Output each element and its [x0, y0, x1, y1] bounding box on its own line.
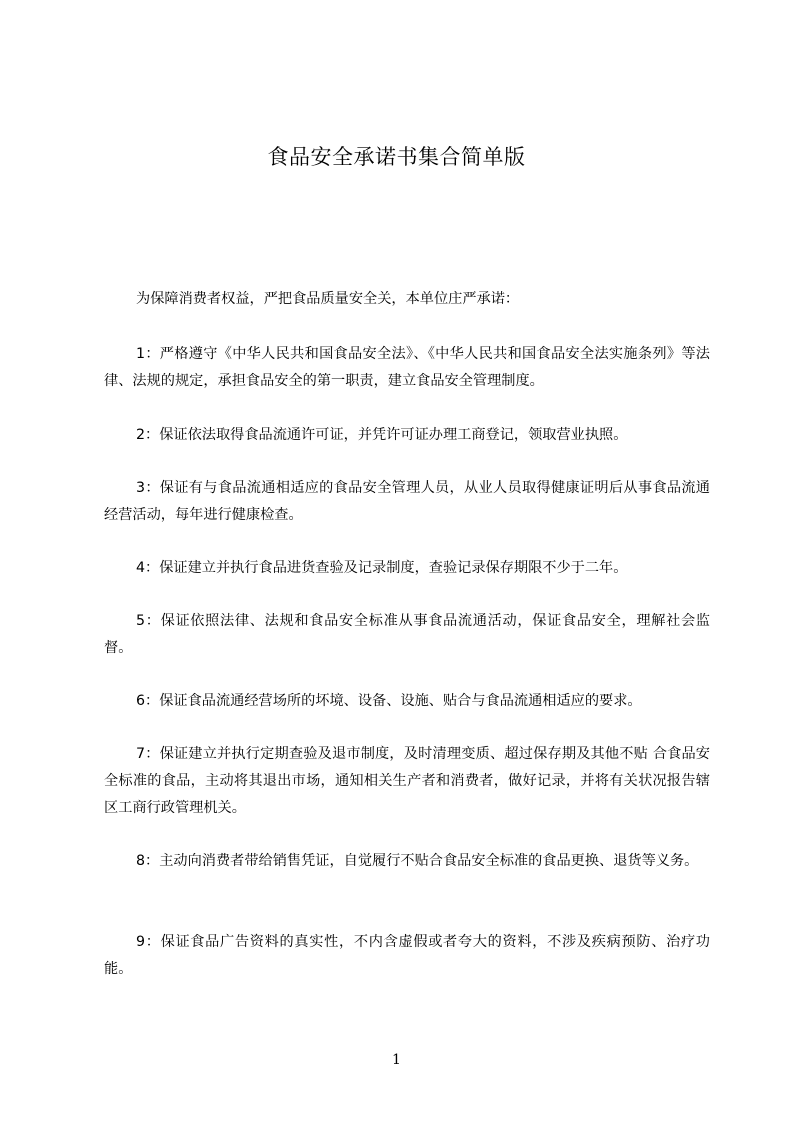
commitment-item-6: 6：保证食品流通经营场所的坏境、设备、设施、贴合与食品流通相适应的要求。 — [136, 693, 642, 709]
page-title: 食品安全承诺书集合简单版 — [267, 145, 526, 169]
commitment-item-9: 9：保证食品广告资料的真实性，不内含虚假或者夸大的资料，不涉及疾病预防、治疗功能。 — [104, 934, 710, 977]
commitment-item-7: 7：保证建立并执行定期查验及退市制度，及时清理变质、超过保存期及其他不贴 合食品安全标准的食品，主动将其退出市场，通知相关生产者和消费者，做好记录，并将有关状况报告辖区工商行政管理机关。 — [104, 746, 710, 816]
commitment-item-3: 3：保证有与食品流通相适应的食品安全管理人员，从业人员取得健康证明后从事食品流通经营活动，每年进行健康检查。 — [104, 480, 710, 523]
commitment-item-8: 8：主动向消费者带给销售凭证，自觉履行不贴合食品安全标准的食品更换、退货等义务。 — [136, 853, 699, 869]
commitment-item-2: 2：保证依法取得食品流通许可证，并凭许可证办理工商登记，领取营业执照。 — [136, 427, 628, 443]
commitment-item-1: 1：严格遵守《中华人民共和国食品安全法》、《中华人民共和国食品安全法实施条列》等法律、法规的规定，承担食品安全的第一职责，建立食品安全管理制度。 — [104, 346, 710, 389]
commitment-item-4: 4：保证建立并执行食品进货查验及记录制度，查验记录保存期限不少于二年。 — [136, 560, 628, 576]
page-number: 1 — [392, 1052, 401, 1068]
intro-paragraph: 为保障消费者权益，严把食品质量安全关，本单位庄严承诺： — [136, 291, 520, 307]
commitment-item-5: 5：保证依照法律、法规和食品安全标准从事食品流通活动，保证食品安全，理解社会监督。 — [104, 613, 710, 656]
